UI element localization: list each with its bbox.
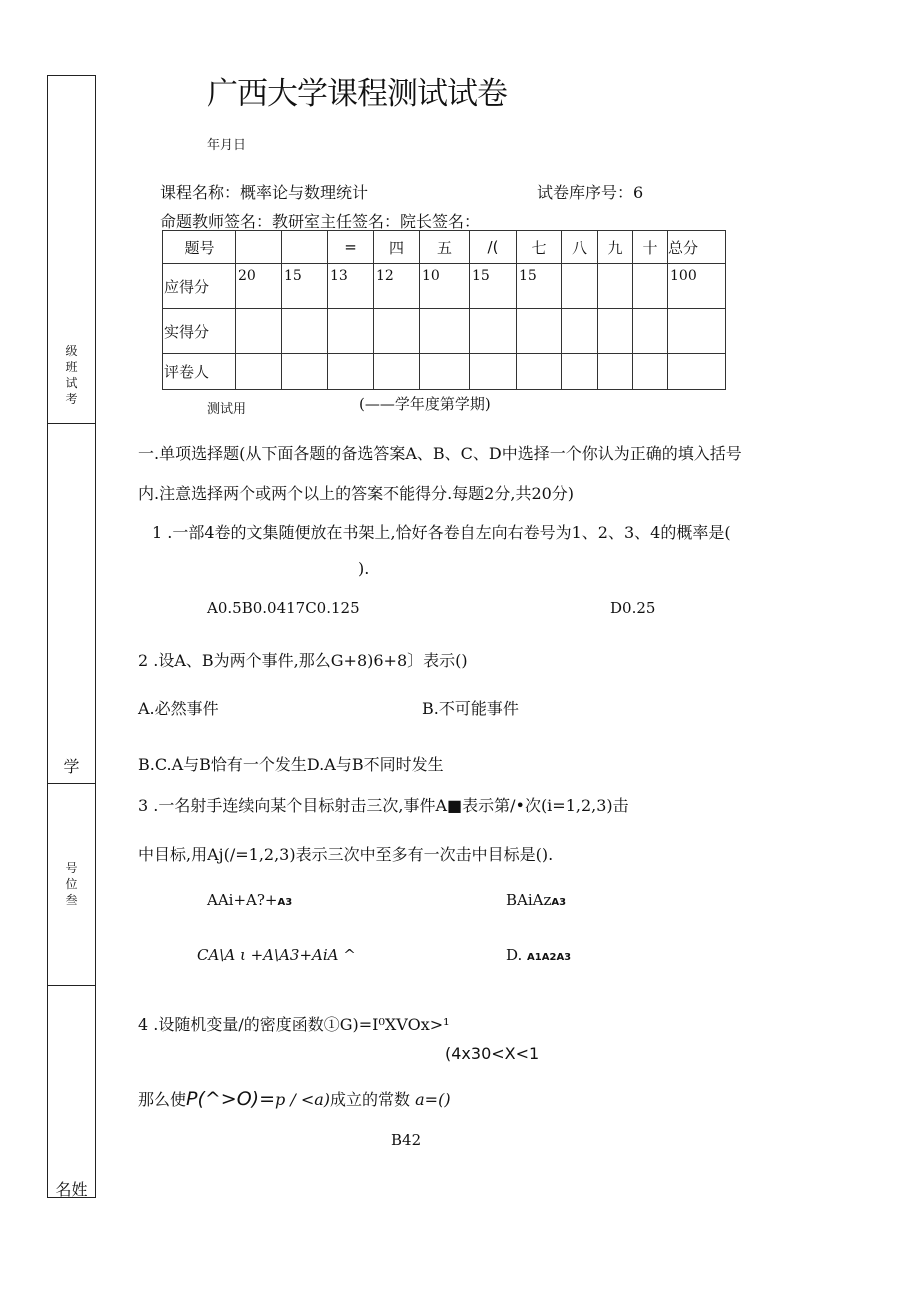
score-cell (633, 264, 668, 309)
question-1-options: A0.5B0.0417C0.125 (207, 599, 360, 617)
binding-column (47, 75, 96, 1198)
question-3-option-c: CA\A ι +A\A3+AiA ^ (197, 946, 356, 964)
signature-line: 命题教师签名：教研室主任签名：院长签名： (160, 212, 481, 231)
date-line: 年月日 (207, 138, 247, 153)
option-subscript: A3 (277, 897, 293, 908)
score-cell (420, 354, 470, 390)
question-4: 4 .设随机变量/的密度函数①G)=I⁰XVOx>¹ (138, 1015, 450, 1034)
header-cell: 五 (420, 231, 470, 264)
score-cell (282, 309, 328, 354)
row-label: 评卷人 (163, 354, 236, 390)
question-4-option-b: B42 (391, 1131, 422, 1149)
header-cell: 九 (598, 231, 633, 264)
score-cell (668, 354, 726, 390)
score-cell (517, 354, 562, 390)
option-text: AAi+A?+ (207, 891, 278, 909)
condition-formula: P(^>O)= (186, 1088, 276, 1110)
score-cell (470, 354, 517, 390)
name-label: 名姓 (55, 1180, 88, 1199)
question-2-option-b: B.不可能事件 (422, 699, 519, 718)
option-subscript: A1A2A3 (527, 952, 572, 963)
question-3-line2: 中目标,用Aj(/=1,2,3)表示三次中至多有一次击中目标是(). (138, 845, 554, 864)
question-3: 3 .一名射手连续向某个目标射击三次,事件A■表示第/•次(i=1,2,3)击 (138, 796, 629, 815)
seat-number-label: 号 位 叁 (65, 861, 78, 907)
score-cell: 15 (470, 264, 517, 309)
score-cell (562, 309, 598, 354)
score-cell (374, 354, 420, 390)
header-cell: 七 (517, 231, 562, 264)
question-3-option-a (207, 891, 292, 909)
score-cell: 12 (374, 264, 420, 309)
score-cell (470, 309, 517, 354)
question-1-option-d: D0.25 (610, 599, 656, 617)
table-row (163, 354, 726, 390)
section-intro-line: 一.单项选择题(从下面各题的备选答案A、B、C、D中选择一个你认为正确的填入括号 (138, 444, 742, 463)
condition-formula-tail: p / <a) (275, 1090, 331, 1109)
score-cell: 20 (236, 264, 282, 309)
semester-line: (——学年度第学期) (359, 395, 491, 413)
page-title: 广西大学课程测试试卷 (207, 76, 507, 112)
option-text: D. (506, 946, 523, 964)
option-subscript: A3 (551, 897, 567, 908)
score-cell (328, 354, 374, 390)
section-intro-line: 内.注意选择两个或两个以上的答案不能得分.每题2分,共20分) (138, 484, 575, 503)
question-2-options-cd: B.C.A与B恰有一个发生D.A与B不同时发生 (138, 755, 444, 774)
score-cell: 10 (420, 264, 470, 309)
question-2: 2 .设A、B为两个事件,那么G+8)6+8〕表示() (138, 651, 468, 670)
question-2-option-a: A.必然事件 (138, 699, 219, 718)
row-label: 应得分 (163, 264, 236, 309)
score-cell (328, 309, 374, 354)
score-cell (598, 309, 633, 354)
binding-divider (47, 783, 96, 784)
score-cell (517, 309, 562, 354)
score-cell: 15 (517, 264, 562, 309)
header-cell: 十 (633, 231, 668, 264)
header-cell: 四 (374, 231, 420, 264)
condition-text: 那么使 (138, 1090, 187, 1109)
header-cell: /( (470, 231, 517, 264)
paper-bank-number: 试卷库序号：6 (537, 183, 644, 202)
score-cell (420, 309, 470, 354)
question-3-option-d (506, 946, 571, 964)
table-row (163, 309, 726, 354)
score-cell (562, 354, 598, 390)
condition-answer-blank: a=() (415, 1090, 451, 1109)
question-4-condition (138, 1087, 451, 1110)
row-label: 实得分 (163, 309, 236, 354)
score-cell: 100 (668, 264, 726, 309)
condition-text: 成立的常数 (330, 1090, 411, 1109)
header-cell: 八 (562, 231, 598, 264)
question-1-blank: ). (358, 559, 370, 578)
binding-divider (47, 423, 96, 424)
score-table (162, 230, 726, 390)
score-cell (598, 354, 633, 390)
binding-divider (47, 985, 96, 986)
header-cell: 总分 (668, 231, 726, 264)
table-header-row (163, 231, 726, 264)
score-cell (236, 354, 282, 390)
header-cell (282, 231, 328, 264)
student-label: 学 (63, 757, 80, 776)
score-cell (562, 264, 598, 309)
score-cell (633, 309, 668, 354)
score-cell (374, 309, 420, 354)
question-3-option-b (506, 891, 566, 909)
test-use-label: 测试用 (207, 402, 247, 417)
header-cell: 题号 (163, 231, 236, 264)
score-cell (598, 264, 633, 309)
score-cell (236, 309, 282, 354)
table-row (163, 264, 726, 309)
header-cell (236, 231, 282, 264)
option-text: BAiAz (506, 891, 552, 909)
score-cell (282, 354, 328, 390)
question-1: 1 .一部4卷的文集随便放在书架上,恰好各卷自左向右卷号为1、2、3、4的概率是( (152, 523, 731, 542)
course-name: 课程名称：概率论与数理统计 (160, 183, 369, 202)
header-cell: = (328, 231, 374, 264)
score-cell (668, 309, 726, 354)
score-cell: 15 (282, 264, 328, 309)
score-cell (633, 354, 668, 390)
class-exam-label: 级 班 试 考 (65, 344, 78, 406)
score-cell: 13 (328, 264, 374, 309)
question-4-density-piece: (4x30<X<1 (445, 1044, 540, 1063)
